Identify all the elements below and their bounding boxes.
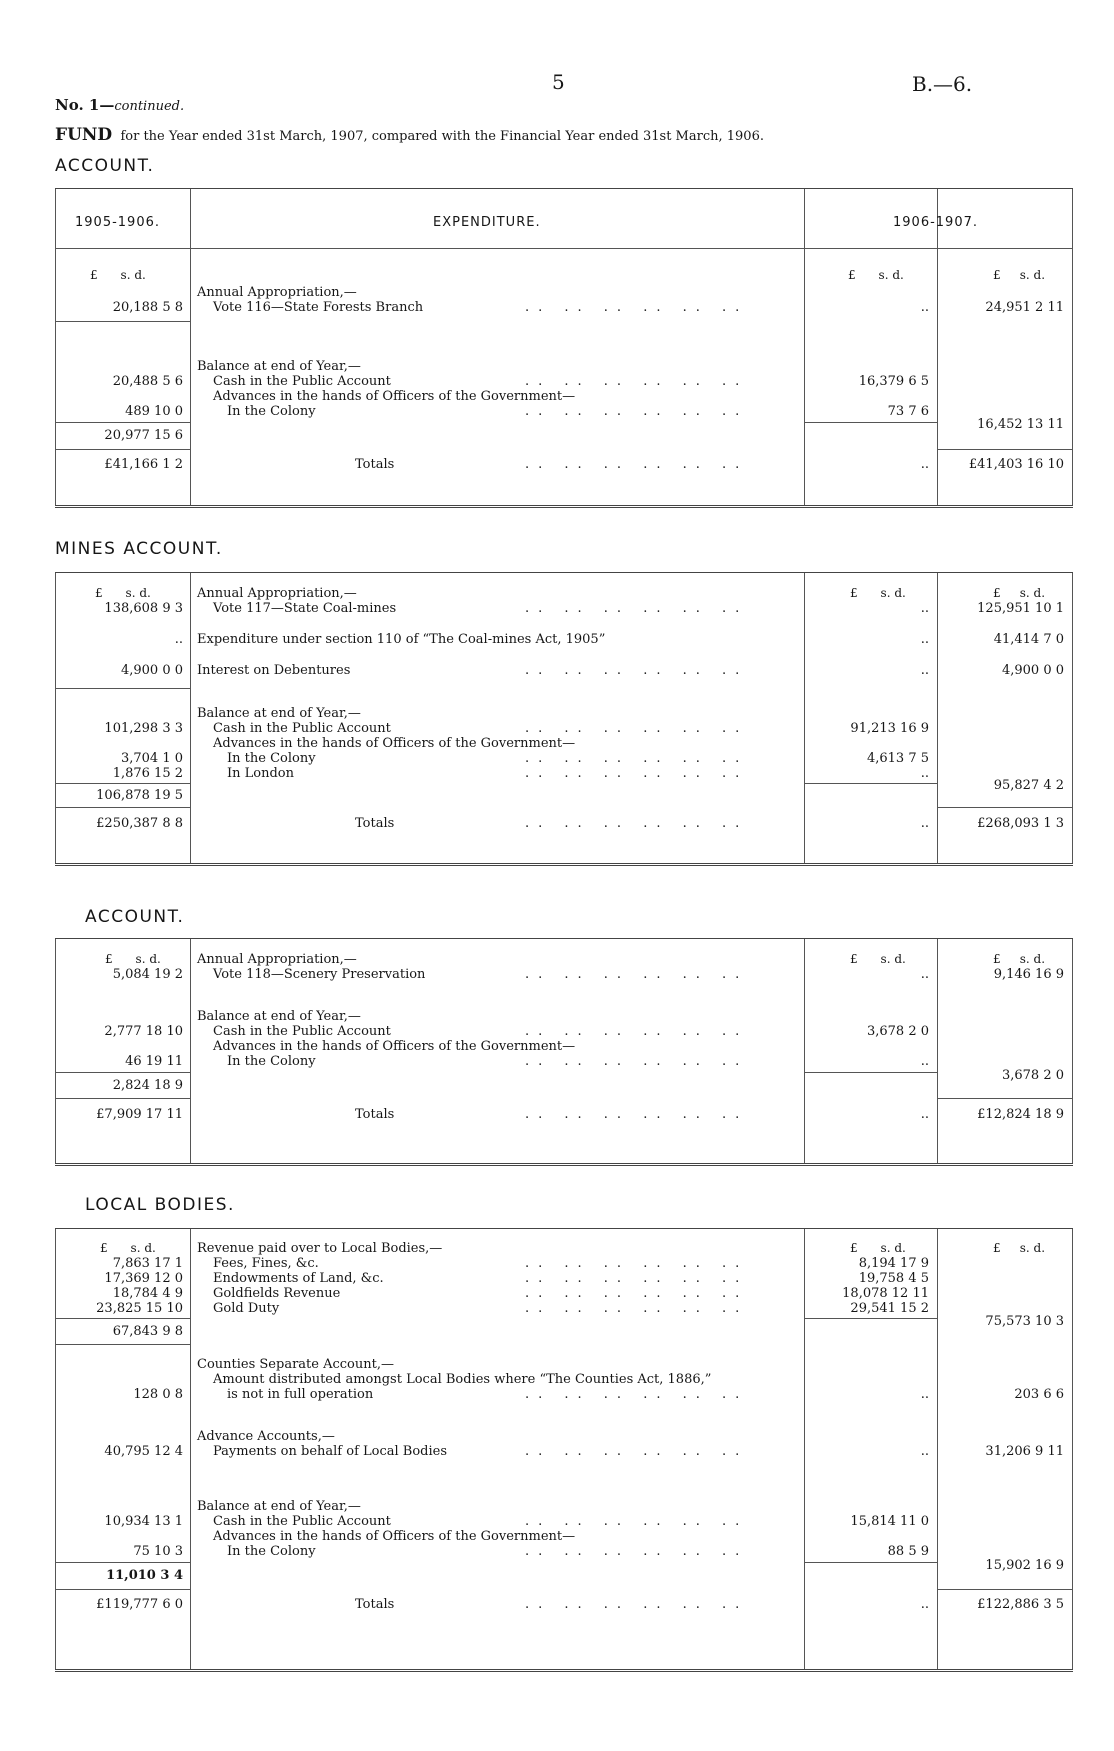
leader-dots: .. .. .. .. .. .. <box>525 1597 749 1612</box>
vote-118-cur: 9,146 16 9 <box>993 967 1064 982</box>
subtotal-cur: 16,452 13 11 <box>977 417 1064 432</box>
in-colony-label: In the Colony <box>227 1544 316 1559</box>
subtotal-cur: 15,902 16 9 <box>985 1558 1064 1573</box>
vote-118-label: Vote 118—Scenery Preservation <box>213 967 426 982</box>
advances-label: Advances in the hands of Officers of the Government— <box>213 389 576 404</box>
cash-mid: 15,814 11 0 <box>850 1514 929 1529</box>
fees-label: Fees, Fines, &c. <box>213 1256 319 1271</box>
leader-dots: .. .. .. .. .. .. <box>525 816 749 831</box>
local-bodies-table <box>55 1228 1073 1672</box>
cash-label: Cash in the Public Account <box>213 721 391 736</box>
empty-marker: .. <box>174 632 183 647</box>
expenditure-section-110-label: Expenditure under section 110 of “The Coal-mines Act, 1905” <box>197 632 606 647</box>
leader-dots: .. .. .. .. .. .. <box>525 1271 749 1286</box>
total-cur: £122,886 3 5 <box>977 1597 1064 1612</box>
endowments-prev: 17,369 12 0 <box>104 1271 183 1286</box>
interest-cur: 4,900 0 0 <box>1001 663 1064 678</box>
payments-behalf-label: Payments on behalf of Local Bodies <box>213 1444 448 1459</box>
empty-marker: .. <box>920 601 929 616</box>
leader-dots: .. .. .. .. .. .. <box>525 766 749 781</box>
totals-label: Totals <box>355 1597 395 1612</box>
currency-header-mid: £ s. d. <box>850 1241 906 1255</box>
currency-header-mid: £ s. d. <box>848 268 904 282</box>
vote-117-prev: 138,608 9 3 <box>104 601 183 616</box>
empty-marker: .. <box>920 1107 929 1122</box>
advances-label: Advances in the hands of Officers of the Government— <box>213 1039 576 1054</box>
currency-header-prev: £ s. d. <box>100 1241 156 1255</box>
cash-label: Cash in the Public Account <box>213 374 391 389</box>
subtotal-cur: 3,678 2 0 <box>1001 1068 1064 1083</box>
annual-appropriation-label: Annual Appropriation,— <box>197 285 357 300</box>
expenditure-section-110-cur: 41,414 7 0 <box>993 632 1064 647</box>
currency-header-cur: £ s. d. <box>993 1241 1046 1255</box>
schedule-number-label: No. 1— <box>55 96 115 114</box>
counties-amount-label: Amount distributed amongst Local Bodies where “The Counties Act, 1886,” <box>213 1372 712 1387</box>
cash-prev: 20,488 5 6 <box>112 374 183 389</box>
leader-dots: .. .. .. .. .. .. <box>525 1024 749 1039</box>
goldfields-prev: 18,784 4 9 <box>112 1286 183 1301</box>
leader-dots: .. .. .. .. .. .. <box>525 1387 749 1402</box>
total-cur: £268,093 1 3 <box>977 816 1064 831</box>
total-prev: £119,777 6 0 <box>96 1597 183 1612</box>
total-prev: £7,909 17 11 <box>96 1107 183 1122</box>
leader-dots: .. .. .. .. .. .. <box>525 300 749 315</box>
in-colony-mid: 88 5 9 <box>887 1544 929 1559</box>
leader-dots: .. .. .. .. .. .. <box>525 721 749 736</box>
endowments-mid: 19,758 4 5 <box>858 1271 929 1286</box>
section-title-mines: MINES ACCOUNT. <box>55 539 223 559</box>
fees-mid: 8,194 17 9 <box>858 1256 929 1271</box>
in-colony-prev: 3,704 1 0 <box>120 751 183 766</box>
cash-prev: 10,934 13 1 <box>104 1514 183 1529</box>
currency-header-cur: £ s. d. <box>993 586 1046 600</box>
counties-cur: 203 6 6 <box>1014 1387 1064 1402</box>
counties-prev: 128 0 8 <box>133 1387 183 1402</box>
leader-dots: .. .. .. .. .. .. <box>525 1054 749 1069</box>
fund-word: FUND <box>55 125 113 145</box>
scenery-account-table <box>55 938 1073 1166</box>
leader-dots: .. .. .. .. .. .. <box>525 1444 749 1459</box>
annual-appropriation-label: Annual Appropriation,— <box>197 952 357 967</box>
not-full-operation-label: is not in full operation <box>227 1387 374 1402</box>
empty-marker: .. <box>920 663 929 678</box>
subtotal-prev: 2,824 18 9 <box>112 1078 183 1093</box>
empty-marker: .. <box>920 1054 929 1069</box>
in-colony-label: In the Colony <box>227 1054 316 1069</box>
balance-label: Balance at end of Year,— <box>197 706 361 721</box>
in-london-prev: 1,876 15 2 <box>112 766 183 781</box>
subtotal-prev: 11,010 3 4 <box>106 1568 183 1583</box>
advances-label: Advances in the hands of Officers of the Government— <box>213 1529 576 1544</box>
section-title-local-bodies: LOCAL BODIES. <box>85 1195 235 1215</box>
column-head-1906: 1906-1907. <box>893 215 978 230</box>
leader-dots: .. .. .. .. .. .. <box>525 601 749 616</box>
advance-accounts-label: Advance Accounts,— <box>197 1429 335 1444</box>
leader-dots: .. .. .. .. .. .. <box>525 751 749 766</box>
totals-label: Totals <box>355 816 395 831</box>
in-colony-label: In the Colony <box>227 751 316 766</box>
revenue-paid-label: Revenue paid over to Local Bodies,— <box>197 1241 443 1256</box>
schedule-continued: continued. <box>114 99 185 114</box>
currency-header-prev: £ s. d. <box>95 586 151 600</box>
leader-dots: .. .. .. .. .. .. <box>525 457 749 472</box>
in-colony-prev: 46 19 11 <box>125 1054 183 1069</box>
empty-marker: .. <box>920 632 929 647</box>
balance-label: Balance at end of Year,— <box>197 359 361 374</box>
empty-marker: .. <box>920 816 929 831</box>
interest-prev: 4,900 0 0 <box>120 663 183 678</box>
subtotal-prev: 106,878 19 5 <box>96 788 183 803</box>
currency-header-prev: £ s. d. <box>105 952 161 966</box>
leader-dots: .. .. .. .. .. .. <box>525 1286 749 1301</box>
balance-label: Balance at end of Year,— <box>197 1009 361 1024</box>
advances-label: Advances in the hands of Officers of the Government— <box>213 736 576 751</box>
payments-prev: 40,795 12 4 <box>104 1444 183 1459</box>
vote-116-prev: 20,188 5 8 <box>112 300 183 315</box>
fund-heading <box>55 125 764 145</box>
cash-prev: 101,298 3 3 <box>104 721 183 736</box>
cash-prev: 2,777 18 10 <box>104 1024 183 1039</box>
section-title-forests: ACCOUNT. <box>55 156 155 176</box>
endowments-label: Endowments of Land, &c. <box>213 1271 384 1286</box>
in-colony-prev: 75 10 3 <box>133 1544 183 1559</box>
vote-118-prev: 5,084 19 2 <box>112 967 183 982</box>
currency-header-prev: £ s. d. <box>90 268 146 282</box>
in-london-label: In London <box>227 766 294 781</box>
subtotal-cur: 95,827 4 2 <box>993 778 1064 793</box>
interest-debentures-label: Interest on Debentures <box>197 663 351 678</box>
column-head-1905: 1905-1906. <box>75 215 160 230</box>
currency-header-mid: £ s. d. <box>850 952 906 966</box>
gold-duty-prev: 23,825 15 10 <box>96 1301 183 1316</box>
in-colony-mid: 4,613 7 5 <box>866 751 929 766</box>
leader-dots: .. .. .. .. .. .. <box>525 1514 749 1529</box>
empty-marker: .. <box>920 300 929 315</box>
cash-label: Cash in the Public Account <box>213 1024 391 1039</box>
leader-dots: .. .. .. .. .. .. <box>525 404 749 419</box>
vote-116-label: Vote 116—State Forests Branch <box>213 300 424 315</box>
revenue-subtotal-cur: 75,573 10 3 <box>985 1314 1064 1329</box>
page-number: 5 <box>552 70 565 94</box>
total-prev: £250,387 8 8 <box>96 816 183 831</box>
leader-dots: .. .. .. .. .. .. <box>525 663 749 678</box>
total-cur: £41,403 16 10 <box>968 457 1064 472</box>
gold-duty-mid: 29,541 15 2 <box>850 1301 929 1316</box>
gold-duty-label: Gold Duty <box>213 1301 280 1316</box>
leader-dots: .. .. .. .. .. .. <box>525 1256 749 1271</box>
mines-account-table <box>55 572 1073 866</box>
currency-header-cur: £ s. d. <box>993 952 1046 966</box>
in-colony-mid: 73 7 6 <box>887 404 929 419</box>
subtotal-prev: 20,977 15 6 <box>104 428 183 443</box>
revenue-subtotal-prev: 67,843 9 8 <box>112 1324 183 1339</box>
currency-header-mid: £ s. d. <box>850 586 906 600</box>
vote-116-cur: 24,951 2 11 <box>985 300 1064 315</box>
section-title-scenery: ACCOUNT. <box>85 907 185 927</box>
fund-line: for the Year ended 31st March, 1907, compared with the Financial Year ended 31st March, 1906. <box>120 129 764 144</box>
empty-marker: .. <box>920 1597 929 1612</box>
vote-117-cur: 125,951 10 1 <box>977 601 1064 616</box>
leader-dots: .. .. .. .. .. .. <box>525 1107 749 1122</box>
fees-prev: 7,863 17 1 <box>112 1256 183 1271</box>
cash-mid: 16,379 6 5 <box>858 374 929 389</box>
leader-dots: .. .. .. .. .. .. <box>525 374 749 389</box>
leader-dots: .. .. .. .. .. .. <box>525 1544 749 1559</box>
column-head-expenditure: EXPENDITURE. <box>433 215 541 230</box>
empty-marker: .. <box>920 967 929 982</box>
annual-appropriation-label: Annual Appropriation,— <box>197 586 357 601</box>
empty-marker: .. <box>920 1444 929 1459</box>
empty-marker: .. <box>920 457 929 472</box>
document-code: B.—6. <box>912 72 973 96</box>
goldfields-mid: 18,078 12 11 <box>842 1286 929 1301</box>
totals-label: Totals <box>355 457 395 472</box>
total-cur: £12,824 18 9 <box>977 1107 1064 1122</box>
vote-117-label: Vote 117—State Coal-mines <box>213 601 397 616</box>
cash-label: Cash in the Public Account <box>213 1514 391 1529</box>
empty-marker: .. <box>920 1387 929 1402</box>
leader-dots: .. .. .. .. .. .. <box>525 967 749 982</box>
schedule-number <box>55 96 184 114</box>
cash-mid: 91,213 16 9 <box>850 721 929 736</box>
currency-header-cur: £ s. d. <box>993 268 1046 282</box>
balance-label: Balance at end of Year,— <box>197 1499 361 1514</box>
in-colony-label: In the Colony <box>227 404 316 419</box>
totals-label: Totals <box>355 1107 395 1122</box>
cash-mid: 3,678 2 0 <box>866 1024 929 1039</box>
empty-marker: .. <box>920 766 929 781</box>
forests-account-table <box>55 188 1073 508</box>
payments-cur: 31,206 9 11 <box>985 1444 1064 1459</box>
in-colony-prev: 489 10 0 <box>125 404 183 419</box>
total-prev: £41,166 1 2 <box>104 457 183 472</box>
counties-account-label: Counties Separate Account,— <box>197 1357 394 1372</box>
leader-dots: .. .. .. .. .. .. <box>525 1301 749 1316</box>
goldfields-label: Goldfields Revenue <box>213 1286 341 1301</box>
